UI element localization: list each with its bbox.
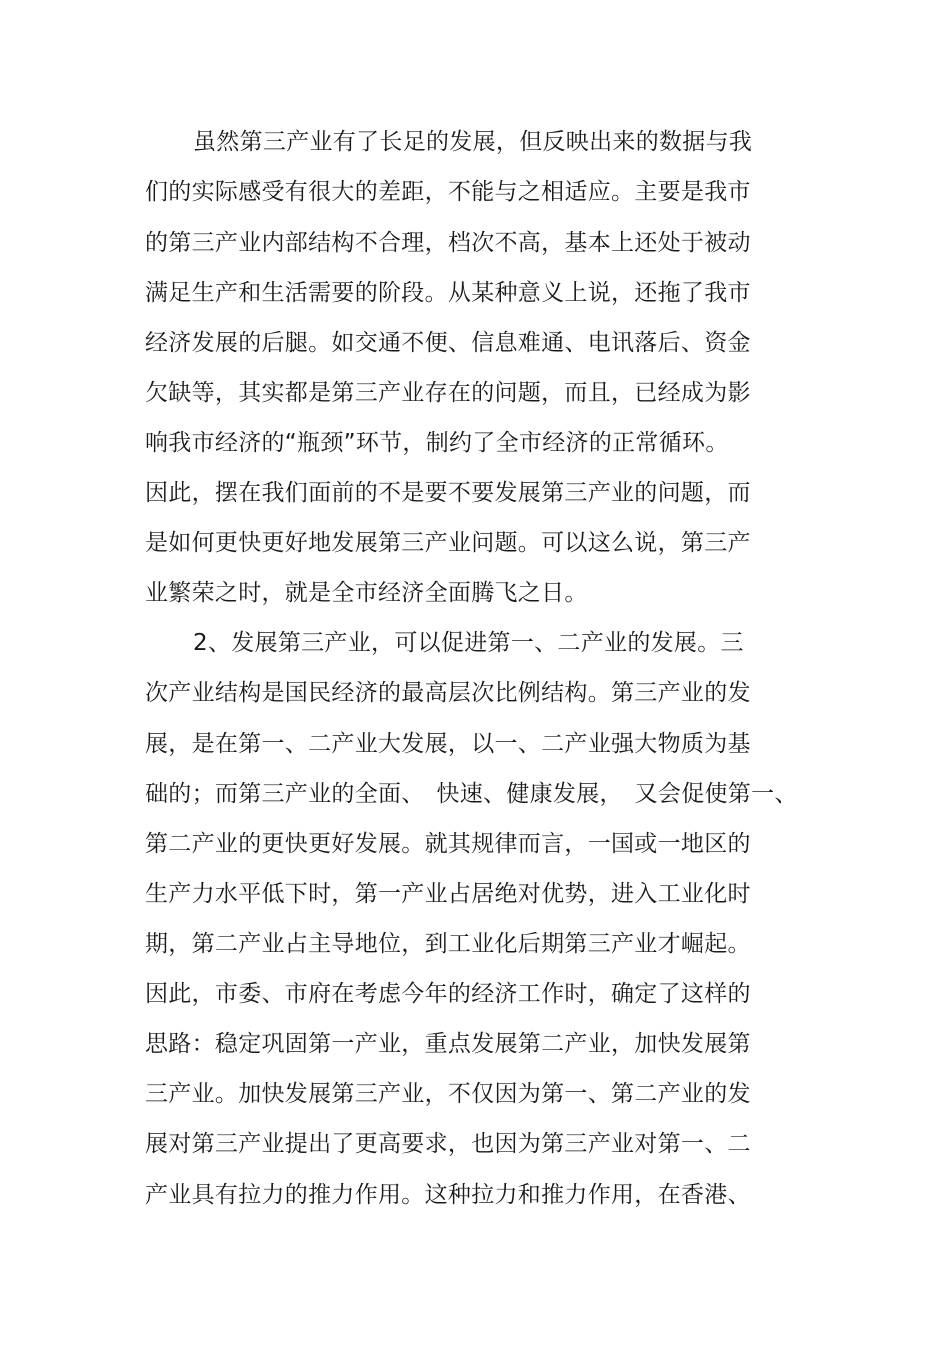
text-line: 因此，市委、市府在考虑今年的经济工作时，确定了这样的 — [145, 981, 751, 1007]
text-line: 业繁荣之时，就是全市经济全面腾飞之日。 — [145, 580, 588, 606]
text-line: 响我市经济的“瓶颈”环节，制约了全市经济的正常循环。 — [145, 430, 729, 456]
text-line: 是如何更快更好地发展第三产业问题。可以这么说，第三产 — [145, 530, 751, 556]
text-line: 2、发展第三产业，可以促进第一、二产业的发展。三 — [193, 630, 744, 656]
text-line: 期，第二产业占主导地位，到工业化后期第三产业才崛起。 — [145, 931, 751, 957]
text-line: 产业具有拉力的推力作用。这种拉力和推力作用，在香港、 — [145, 1182, 751, 1208]
text-line: 生产力水平低下时，第一产业占居绝对优势，进入工业化时 — [145, 881, 751, 907]
text-line: 第二产业的更快更好发展。就其规律而言，一国或一地区的 — [145, 831, 751, 857]
text-line: 们的实际感受有很大的差距，不能与之相适应。主要是我市 — [145, 179, 751, 205]
text-line: 展对第三产业提出了更高要求，也因为第三产业对第一、二 — [145, 1131, 751, 1157]
text-line: 的第三产业内部结构不合理，档次不高，基本上还处于被动 — [145, 230, 751, 256]
text-line: 经济发展的后腿。如交通不便、信息难通、电讯落后、资金 — [145, 330, 751, 356]
text-line: 次产业结构是国民经济的最高层次比例结构。第三产业的发 — [145, 680, 751, 706]
text-line: 满足生产和生活需要的阶段。从某种意义上说，还拖了我市 — [145, 280, 751, 306]
text-line: 展，是在第一、二产业大发展，以一、二产业强大物质为基 — [145, 731, 751, 757]
text-line: 三产业。加快发展第三产业，不仅因为第一、第二产业的发 — [145, 1081, 751, 1107]
text-line: 欠缺等，其实都是第三产业存在的问题，而且，已经成为影 — [145, 380, 751, 406]
text-line: 因此，摆在我们面前的不是要不要发展第三产业的问题，而 — [145, 480, 751, 506]
text-line: 础的；而第三产业的全面、 快速、健康发展， 又会促使第一、 — [145, 781, 798, 807]
text-line: 思路：稳定巩固第一产业，重点发展第二产业，加快发展第 — [145, 1031, 751, 1057]
text-line: 虽然第三产业有了长足的发展，但反映出来的数据与我 — [193, 129, 753, 155]
